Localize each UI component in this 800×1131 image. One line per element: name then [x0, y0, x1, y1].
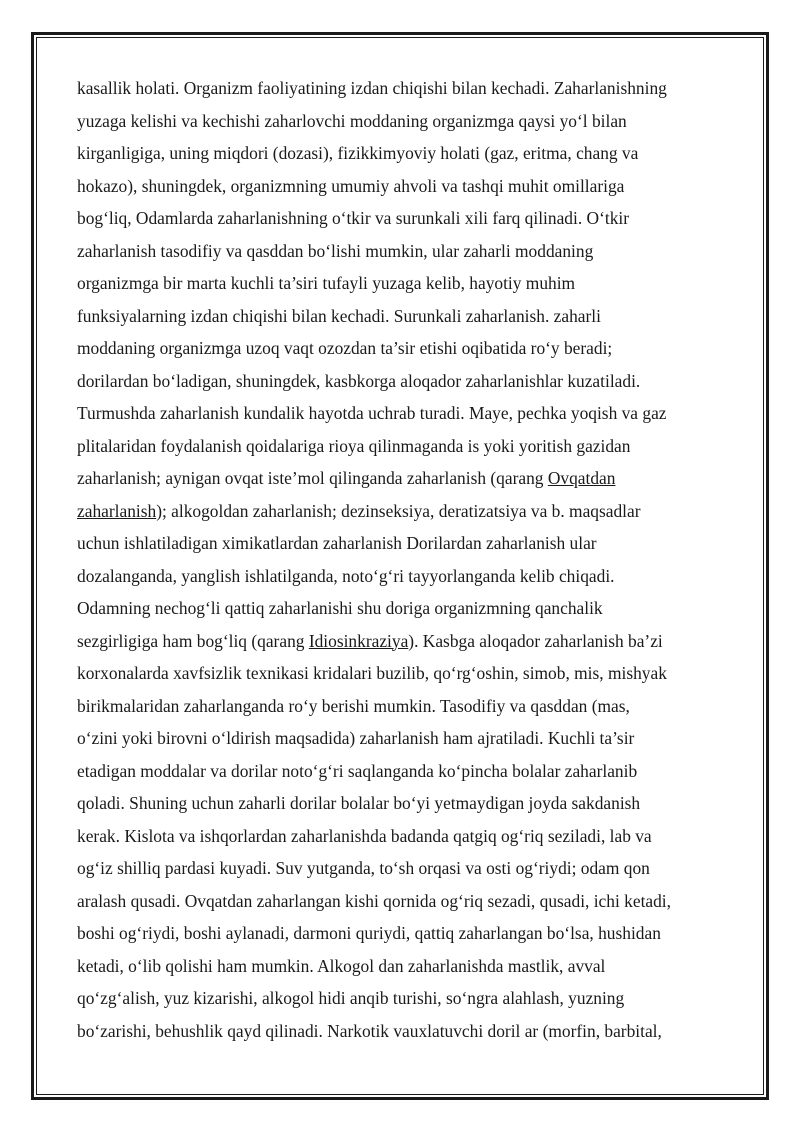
- text-line: hokazo), shuningdek, organizmning umumiy ahvoli va tashqi muhit omillariga: [77, 175, 625, 196]
- text-line: dorilardan bo‘ladigan, shuningdek, kasbkorga aloqador zaharlanishlar kuzatiladi.: [77, 370, 641, 391]
- text-segment: ). Kasbga aloqador zaharlanish ba’zi: [408, 630, 663, 651]
- text-line: dozalanganda, yanglish ishlatilganda, noto‘g‘ri tayyorlanganda kelib chiqadi.: [77, 565, 615, 586]
- cross-reference-link[interactable]: Idiosinkraziya: [308, 630, 409, 651]
- text-segment: zaharlanish; aynigan ovqat iste’mol qilinganda zaharlanish (qarang: [77, 468, 548, 488]
- text-line: moddaning organizmga uzoq vaqt ozozdan ta’sir etishi oqibatida ro‘y beradi;: [77, 338, 613, 358]
- text-line: funksiyalarning izdan chiqishi bilan kechadi. Surunkali zaharlanish. zaharli: [77, 305, 601, 326]
- text-line: birikmalaridan zaharlanganda ro‘y berishi mumkin. Tasodifiy va qasddan (mas,: [77, 695, 630, 716]
- text-line: zaharlanish tasodifiy va qasddan bo‘lishi mumkin, ular zaharli moddaning: [77, 240, 594, 261]
- cross-reference-link[interactable]: Ovqatdan: [547, 468, 616, 488]
- text-line: aralash qusadi. Ovqatdan zaharlangan kishi qornida og‘riq sezadi, qusadi, ichi ketadi,: [77, 890, 671, 911]
- text-line: bog‘liq, Odamlarda zaharlanishning o‘tkir va surunkali xili farq qilinadi. O‘tkir: [77, 208, 630, 228]
- text-line: [77, 625, 737, 658]
- document-body: [77, 72, 737, 1047]
- text-line: boshi og‘riydi, boshi aylanadi, darmoni quriydi, qattiq zaharlangan bo‘lsa, hushidan: [77, 923, 661, 943]
- text-line: uchun ishlatiladigan ximikatlardan zaharlanish Dorilardan zaharlanish ular: [77, 533, 597, 553]
- text-line: korxonalarda xavfsizlik texnikasi kridalari buzilib, qo‘rg‘oshin, simob, mis, mishyak: [77, 663, 667, 683]
- text-line: kasallik holati. Organizm faoliyatining izdan chiqishi bilan kechadi. Zaharlanishning: [77, 78, 667, 98]
- text-line: o‘zini yoki birovni o‘ldirish maqsadida) zaharlanish ham ajratiladi. Kuchli ta’sir: [77, 728, 635, 748]
- text-line: ketadi, o‘lib qolishi ham mumkin. Alkogol dan zaharlanishda mastlik, avval: [77, 955, 606, 976]
- text-line: Turmushda zaharlanish kundalik hayotda uchrab turadi. Maye, pechka yoqish va gaz: [77, 403, 667, 423]
- text-line: etadigan moddalar va dorilar noto‘g‘ri saqlanganda ko‘pincha bolalar zaharlanib: [77, 760, 638, 781]
- text-line: qo‘zg‘alish, yuz kizarishi, alkogol hidi anqib turishi, so‘ngra alahlash, yuzning: [77, 988, 625, 1008]
- text-segment: sezgirligiga ham bog‘liq (qarang: [77, 630, 309, 651]
- text-line: [77, 462, 737, 495]
- text-line: plitalaridan foydalanish qoidalariga rioya qilinmaganda is yoki yoritish gazidan: [77, 435, 631, 456]
- cross-reference-link[interactable]: zaharlanish: [77, 500, 157, 521]
- text-line: [77, 495, 737, 528]
- text-line: og‘iz shilliq pardasi kuyadi. Suv yutganda, to‘sh orqasi va osti og‘riydi; odam qon: [77, 858, 650, 878]
- text-line: kirganligiga, uning miqdori (dozasi), fizikkimyoviy holati (gaz, eritma, chang va: [77, 143, 639, 163]
- text-segment: ); alkogoldan zaharlanish; dezinseksiya, deratizatsiya va b. maqsadlar: [156, 500, 641, 521]
- text-line: qoladi. Shuning uchun zaharli dorilar bolalar bo‘yi yetmaydigan joyda sakdanish: [77, 793, 641, 813]
- text-line: organizmga bir marta kuchli ta’siri tufayli yuzaga kelib, hayotiy muhim: [77, 273, 576, 293]
- text-line: kerak. Kislota va ishqorlardan zaharlanishda badanda qatgiq og‘riq seziladi, lab va: [77, 825, 652, 846]
- text-line: Odamning nechog‘li qattiq zaharlanishi shu doriga organizmning qanchalik: [77, 598, 603, 618]
- text-line: yuzaga kelishi va kechishi zaharlovchi moddaning organizmga qaysi yo‘l bilan: [77, 110, 627, 131]
- text-line: bo‘zarishi, behushlik qayd qilinadi. Narkotik vauxlatuvchi doril ar (morfin, barbital,: [77, 1020, 662, 1041]
